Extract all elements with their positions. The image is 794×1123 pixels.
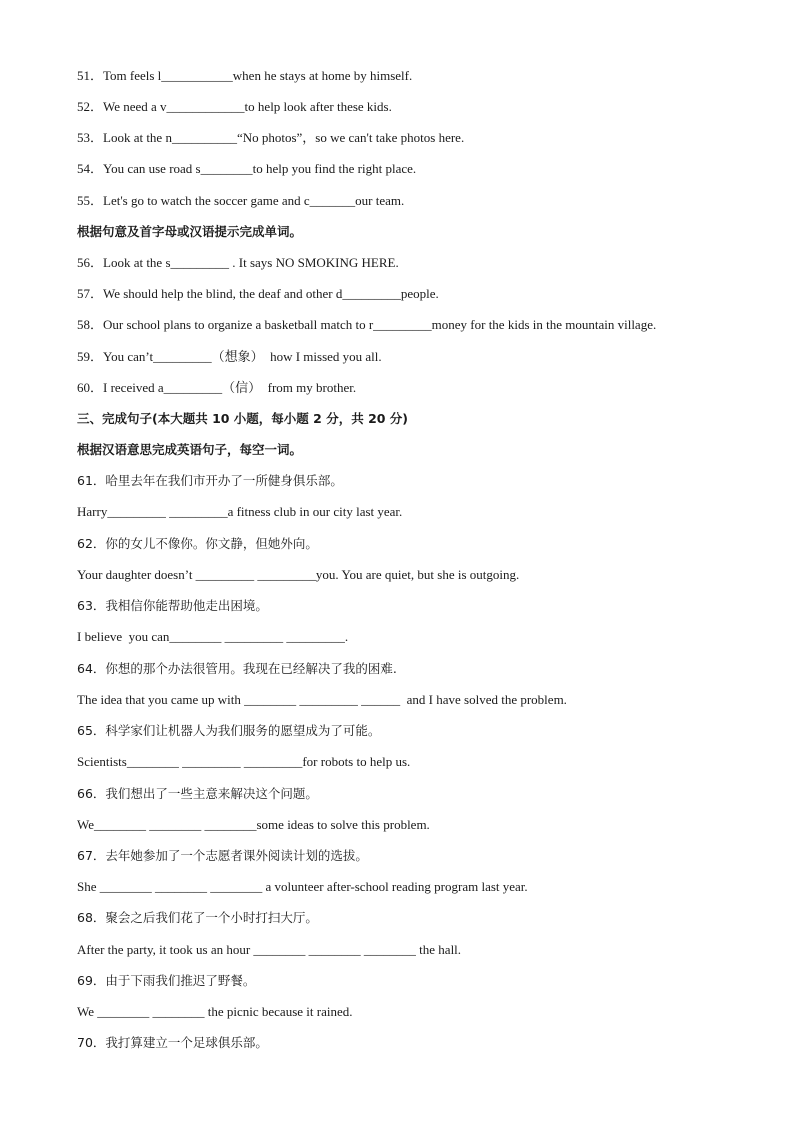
text-line: 根据汉语意思完成英语句子，每空一词。	[77, 442, 303, 457]
text-line: 54．You can use road s________to help you find the right place.	[77, 161, 417, 176]
text-line: We________ ________ ________some ideas to solve this problem.	[77, 817, 430, 832]
text-line: 60．I received a_________（信） from my brother.	[77, 380, 357, 395]
text-line: 64．你想的那个办法很管用。我现在已经解决了我的困难.	[77, 661, 397, 676]
text-line: 69．由于下雨我们推迟了野餐。	[77, 973, 256, 988]
text-line: 53．Look at the n__________“No photos”，so we can't take photos here.	[77, 130, 465, 145]
text-line: 57．We should help the blind, the deaf and other d_________people.	[77, 286, 439, 301]
text-line: She ________ ________ ________ a volunteer after-school reading program last year.	[77, 879, 528, 894]
text-line: 三、完成句子(本大题共 10 小题，每小题 2 分，共 20 分)	[77, 411, 409, 426]
text-line: 56．Look at the s_________ . It says NO SMOKING HERE.	[77, 255, 399, 270]
text-line: 55．Let's go to watch the soccer game and c_______our team.	[77, 193, 405, 208]
text-line: 根据句意及首字母或汉语提示完成单词。	[77, 224, 303, 239]
text-line: 70．我打算建立一个足球俱乐部。	[77, 1035, 268, 1050]
text-line: I believe you can________ _________ _________.	[77, 629, 349, 644]
text-line: 62．你的女儿不像你。你文静，但她外向。	[77, 536, 318, 551]
text-line: 51．Tom feels l___________when he stays at home by himself.	[77, 68, 413, 83]
text-line: 63．我相信你能帮助他走出困境。	[77, 598, 268, 613]
text-line: 59．You can’t_________（想象） how I missed you all.	[77, 349, 382, 364]
text-line: After the party, it took us an hour ________ ________ ________ the hall.	[77, 942, 462, 957]
text-line: Harry_________ _________a fitness club in our city last year.	[77, 504, 403, 519]
text-line: The idea that you came up with ________ _________ ______ and I have solved the problem.	[77, 692, 567, 707]
text-line: Your daughter doesn’t _________ _________you. You are quiet, but she is outgoing.	[77, 567, 520, 582]
text-line: 68．聚会之后我们花了一个小时打扫大厅。	[77, 910, 318, 925]
text-line: 65．科学家们让机器人为我们服务的愿望成为了可能。	[77, 723, 381, 738]
text-line: 58．Our school plans to organize a basketball match to r_________money for the kids in the mountain village.	[77, 317, 657, 332]
text-line: 67．去年她参加了一个志愿者课外阅读计划的选拔。	[77, 848, 368, 863]
text-line: Scientists________ _________ _________for robots to help us.	[77, 754, 411, 769]
text-line: 52．We need a v____________to help look after these kids.	[77, 99, 392, 114]
text-line: We ________ ________ the picnic because it rained.	[77, 1004, 353, 1019]
text-line: 61．哈里去年在我们市开办了一所健身俱乐部。	[77, 473, 343, 488]
text-line: 66．我们想出了一些主意来解决这个问题。	[77, 786, 318, 801]
